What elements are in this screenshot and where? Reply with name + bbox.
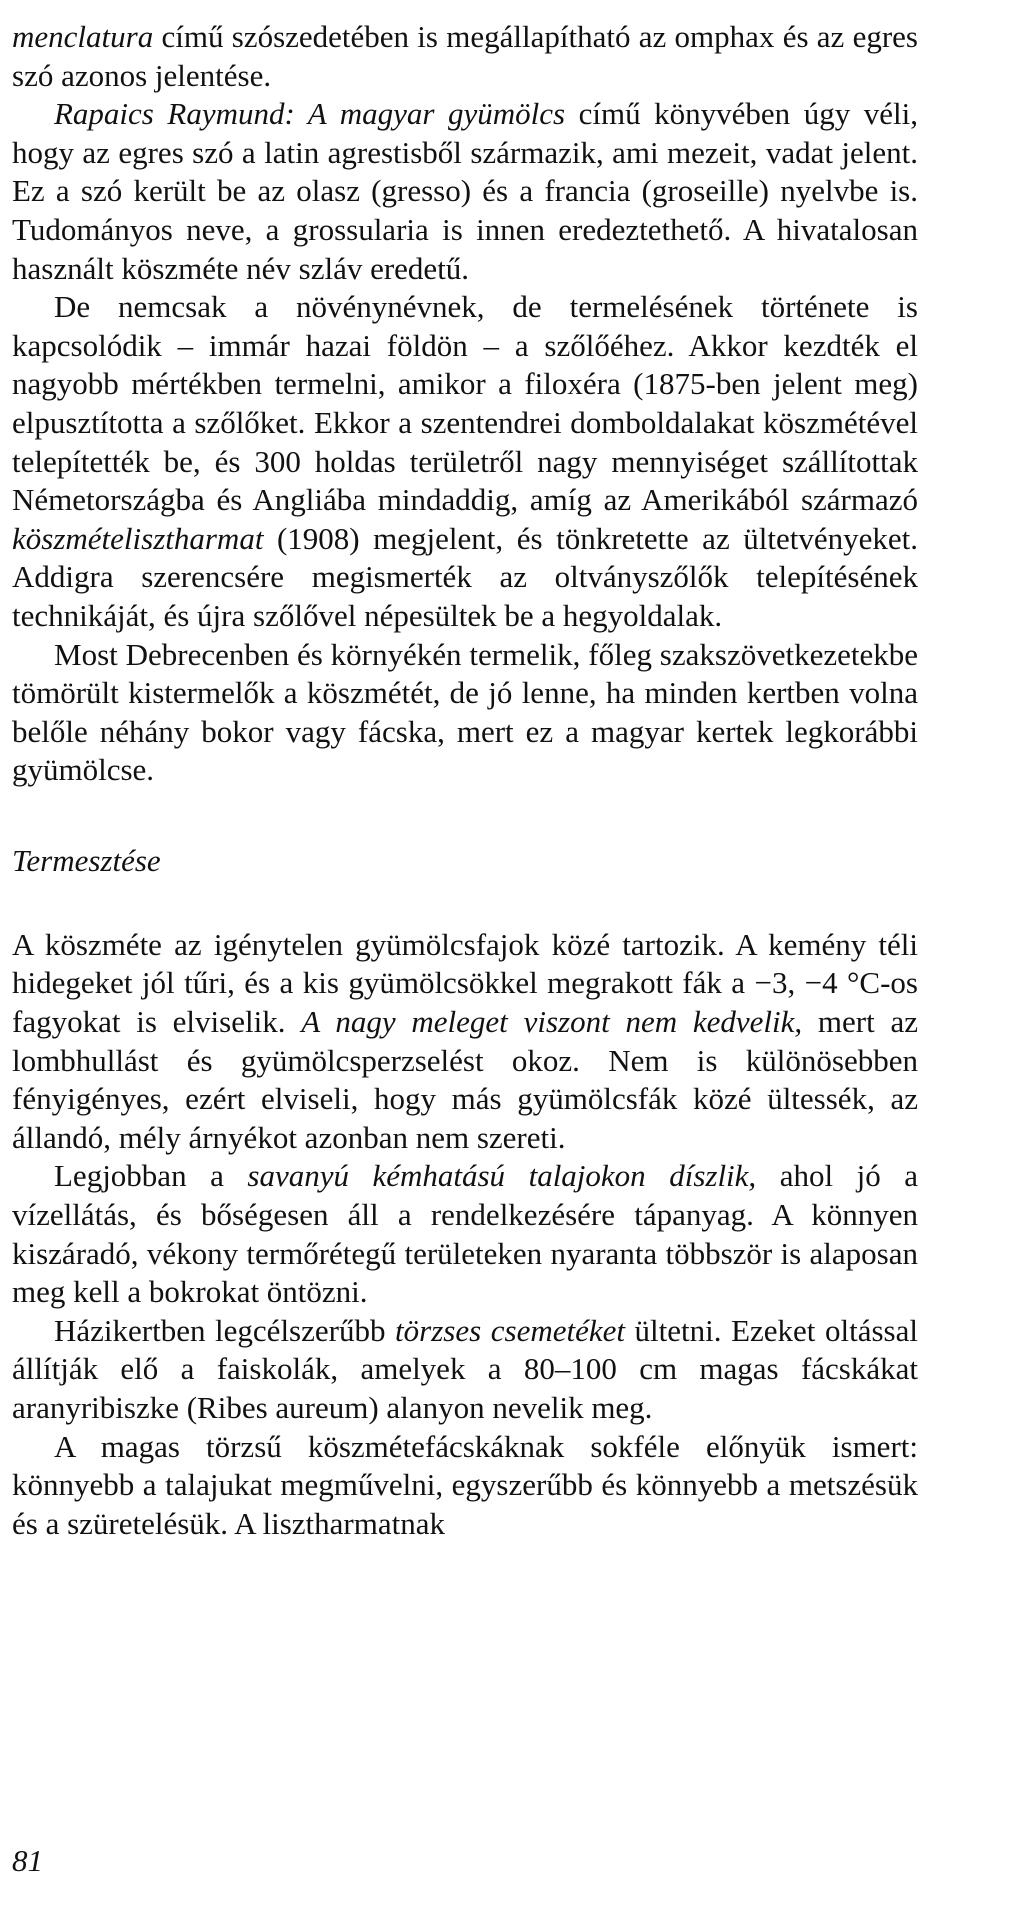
text-run: A köszméte az igénytelen gyümölcsfajok közé tartozik. A kemény téli hidegeket jól tűri, és a kis gyümölcsökkel megrakott fák a −3, −4 °C-os fagyokat is elviselik. (12, 926, 918, 1040)
text-run: De nemcsak a növénynévnek, de termelésének története is kapcsolódik – immár hazai földön – a szőlőéhez. Akkor kezdték el nagyobb mértékben termelni, amikor a filoxéra (1875-ben jelent meg) elpusztította a szőlőket. Ekkor a szentendrei domboldalakat köszmétével telepítették be, és 300 holdas területről nagy mennyiséget szállítottak Németországba és Angliába mindaddig, amíg az Amerikából származó (12, 289, 918, 518)
paragraph (12, 1312, 918, 1428)
text-run: A magas törzsű köszmétefácskáknak sokféle előnyük ismert: könnyebb a talajukat megművelni, egyszerűbb és könnyebb a metszésük és a szüretelésük. A lisztharmatnak (12, 1428, 918, 1541)
text-run: című szószedetében is megállapítható az omphax és az egres szó azonos jelentése. (12, 19, 918, 93)
paragraph (12, 1157, 918, 1311)
section-heading: Termesztése (12, 842, 161, 878)
text-run: mert az lombhullást és gyümölcsperzselést okoz. Nem is különösebben fényigényes, ezért elviseli, hogy más gyümölcsfák közé ültessék, az állandó, mély árnyékot azonban nem szereti. (12, 1004, 919, 1155)
section-cultivation (12, 926, 918, 1544)
page-body (12, 18, 918, 1543)
text-run: ültetni. Ezeket oltással állítják elő a faiskolák, amelyek a 80–100 cm magas fácskákat aranyribiszke (Ribes aureum) alanyon nevelik meg. (12, 1312, 918, 1425)
paragraph (12, 95, 918, 288)
paragraph (12, 18, 918, 95)
page-number: 81 (12, 1843, 43, 1878)
paragraph (12, 636, 918, 790)
text-run: ahol jó a vízellátás, és bőségesen áll a rendelkezésére tápanyag. A könnyen kiszáradó, vékony termőrétegű területeken nyaranta többször is alaposan meg kell a bokrokat öntözni. (12, 1158, 918, 1310)
italic-text: savanyú kémhatású talajokon díszlik, (247, 1158, 757, 1194)
paragraph (12, 288, 918, 635)
italic-text: menclatura (12, 19, 154, 54)
text-run: Házikertben legcélszerűbb (54, 1312, 396, 1348)
italic-text: törzses csemetéket (395, 1312, 625, 1348)
text-run: (1908) megjelent, és tönkretette az ültetvényeket. Addigra szerencsére megismerték az oltványszőlők telepítésének technikáját, és újra szőlővel népesültek be a hegyoldalak. (12, 520, 918, 633)
text-run: Legjobban a (54, 1158, 248, 1194)
italic-text: köszmételisztharmat (12, 520, 264, 556)
section-intro (12, 18, 918, 790)
italic-text: Rapaics Raymund: A magyar gyümölcs (54, 96, 566, 132)
text-run: című könyvében úgy véli, hogy az egres szó a latin agrestisből származik, ami mezeit, vadat jelent. Ez a szó került be az olasz (gresso) és a francia (groseille) nyelvbe is. Tudományos neve, a grossularia is innen eredeztethető. A hivatalosan használt köszméte név szláv eredetű. (12, 96, 918, 286)
italic-text: A nagy meleget viszont nem kedvelik, (301, 1004, 803, 1040)
paragraph (12, 926, 918, 1158)
text-run: Most Debrecenben és környékén termelik, főleg szakszövetkezetekbe tömörült kistermelők a köszmétét, de jó lenne, ha minden kertben volna belőle néhány bokor vagy fácska, mert ez a magyar kertek legkorábbi gyümölcse. (12, 636, 918, 788)
paragraph (12, 1428, 918, 1544)
